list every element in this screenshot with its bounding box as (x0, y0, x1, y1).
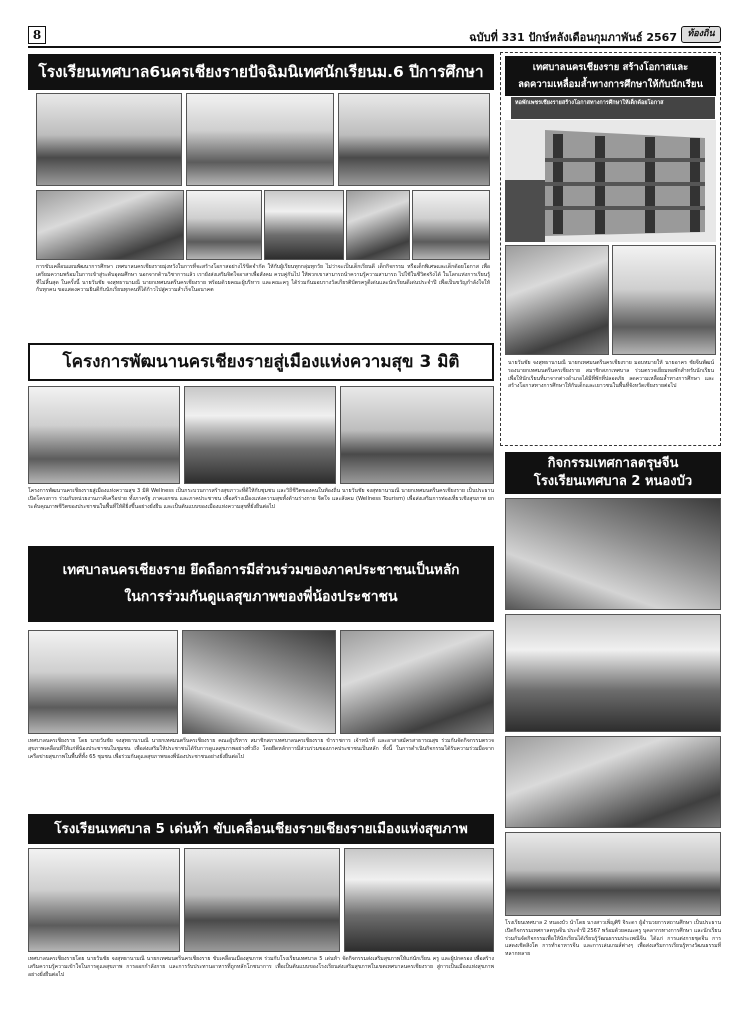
sec4-title: โรงเรียนเทศบาล 5 เด่นห้า ขับเคลื่อนเชียงรายเชียงรายเมืองแห่งสุขภาพ (54, 821, 468, 837)
sec1-title-bar (28, 54, 494, 90)
side2-title-bar (505, 452, 721, 494)
sec3-photo-3 (340, 630, 494, 734)
side1-title-line2: ลดความเหลื่อมล้ำทางการศึกษาให้กับนักเรียน (518, 79, 703, 90)
side2-title-line2: โรงเรียนเทศบาล 2 หนองบัว (533, 474, 693, 489)
sec4-body: เทศบาลนครเชียงรายโดย นายวันชัย จงสุทธานามณี นายกเทศมนตรีนครเชียงราย ขับเคลื่อนเมืองสุขภาพ ร่วมกับโรงเรียนเทศบาล 5 เด่นห้า จัดกิจกรรมส่งเสริมสุขภาพให้แก่นักเรียน ครู และผู้ปกครอง เพื่อสร้างเสริมความรู้ความเข้าใจในการดูแลสุขภาพ การออกกำลังกาย และการรับประทานอาหารที่ถูกหลักโภชนาการ เพื่อเป็นต้นแบบของโรงเรียนส่งเสริมสุขภาพในเขตเทศบาลนครเชียงราย สู่การเป็นเมืองแห่งสุขภาพอย่างยั่งยืนต่อไป (28, 956, 494, 978)
sec1-body: การขับเคลื่อนแผนพัฒนาการศึกษา เทศบาลนครเชียงรายมุ่งหวังในการที่จะสร้างโอกาสอย่างไร้ขีดจำกัด ให้กับผู้เรียนทุกกลุ่มทุกวัย ไม่ว่าจะเป็นเด็กเรียนดี เด็กกิจกรรม หรือเด็กพิเศษและเด็กด้อยโอกาส เพื่อเตรียมความพร้อมในการเข้าสู่ระดับอุดมศึกษา นอกจากด้านวิชาการแล้ว เรายังส่งเสริมจิตใจอาสาเพื่อสังคม ควบคู่กันไป ให้พวกเขาสามารถนำความรู้ความสามารถ ไปใช้ในชีวิตจริงได้ ในโลกแห่งการเรียนรู้ที่ไม่สิ้นสุด ในครั้งนี้ นายวันชัย จงสุทธานามณี นายกเทศมนตรีนครเชียงราย พร้อมด้วยคณะผู้บริหาร และคณะครู ได้ร่วมกันมอบรางวัลเกียรติบัตรครูดีเด่นและนักเรียนดีเด่นประจำปี เพื่อเป็นขวัญกำลังใจให้กับทุกคน ขอแสดงความยินดีกับนักเรียนทุกคนที่ได้ก้าวไปสู่ความสำเร็จในอนาคต (36, 264, 490, 294)
sec1-photo-3 (338, 93, 490, 186)
sec1-photo-4 (36, 190, 184, 260)
side2-body: โรงเรียนเทศบาล 2 หนองบัว นำโดย นางสาวเพ็ญศิริ จิระดา ผู้อำนวยการสถานศึกษา เป็นประธานเปิดกิจกรรมเทศกาลตรุษจีน ประจำปี 2567 พร้อมด้วยคณะครู บุคลากรทางการศึกษา และนักเรียน ร่วมกันจัดกิจกรรมเพื่อให้นักเรียนได้เรียนรู้วัฒนธรรมประเพณีจีน ได้แก่ การแต่งกายชุดจีน การแสดงเชิดสิงโต การทำอาหารจีน และการเล่นเกมส์ต่างๆ เพื่อส่งเสริมการเรียนรู้ทางวัฒนธรรมที่หลากหลาย (505, 920, 721, 958)
sec4-title-bar (28, 814, 494, 844)
side1-photo-2 (505, 245, 609, 355)
sec3-title-line1: เทศบาลนครเชียงราย ยึดถือการมีส่วนร่วมของภาคประชาชนเป็นหลัก (62, 562, 460, 578)
issue-info: ฉบับที่ 331 ปักษ์หลังเดือนกุมภาพันธ์ 2567 (469, 31, 677, 44)
masthead-logo: ท้องถิ่น (681, 26, 721, 43)
sec3-title-line2: ในการร่วมกันดูแลสุขภาพของพี่น้องประชาชน (124, 589, 398, 605)
sec1-photo-6 (264, 190, 344, 260)
sec3-title-bar (28, 546, 494, 622)
side1-floor-3 (545, 206, 705, 210)
sec2-title: โครงการพัฒนานครเชียงรายสู่เมืองแห่งความสุข 3 มิติ (62, 352, 460, 372)
side1-sign-text: หอพักเพชรเชียงรายสร้างโอกาสทางการศึกษาให้เด็กด้อยโอกาส (515, 100, 664, 106)
sec1-photo-1 (36, 93, 182, 186)
sec2-title-bar (28, 343, 494, 381)
side2-title-line1: กิจกรรมเทศกาลตรุษจีน (547, 456, 679, 471)
page-number: 8 (28, 26, 46, 44)
sec1-title: โรงเรียนเทศบาล6นครเชียงรายปัจฉิมนิเทศนักเรียนม.6 ปีการศึกษา (38, 63, 484, 81)
sec1-photo-5 (186, 190, 262, 260)
header-rule (28, 46, 721, 48)
sec3-body: เทศบาลนครเชียงราย โดย นายวันชัย จงสุทธานามณี นายกเทศมนตรีนครเชียงราย คณะผู้บริหาร สมาชิกสภาเทศบาลนครเชียงราย ข้าราชการ เจ้าหน้าที่ และอาสาสมัครสาธารณสุข ร่วมกันจัดกิจกรรมตรวจสุขภาพเคลื่อนที่ให้แก่พี่น้องประชาชนในชุมชน เพื่อส่งเสริมให้ประชาชนได้รับการดูแลสุขภาพอย่างทั่วถึง โดยยึดหลักการมีส่วนร่วมของภาคประชาชนเป็นหลัก ทั้งนี้ ในการดำเนินกิจกรรมได้รับความร่วมมือจากเครือข่ายสุขภาพในพื้นที่ทั้ง 65 ชุมชน เพื่อร่วมกันดูแลสุขภาพของพี่น้องประชาชนอย่างยั่งยืนต่อไป (28, 738, 494, 760)
sec1-photo-7 (346, 190, 410, 260)
sec2-body: โครงการพัฒนานครเชียงรายสู่เมืองแห่งความสุข 3 มิติ Wellness เป็นกระบวนการสร้างสุขภาวะที่ดีให้กับชุมชน และวิถีชีวิตของคนในท้องถิ่น นายวันชัย จงสุทธานามณี นายกเทศมนตรีนครเชียงราย เป็นประธานเปิดโครงการ ร่วมกับหน่วยงานภาคีเครือข่าย ทั้งภาครัฐ ภาคเอกชน และภาคประชาชน เพื่อสร้างเมืองแห่งความสุขทั้งด้านร่างกาย จิตใจ และสังคม (Wellness Tourism) เพื่อส่งเสริมการท่องเที่ยวเชิงสุขภาพ ยกระดับคุณภาพชีวิตของประชาชนในพื้นที่ให้ดียิ่งขึ้นอย่างยั่งยืน และเป็นต้นแบบของเมืองแห่งความสุขที่ยั่งยืนต่อไป (28, 488, 494, 510)
sec2-photo-3 (340, 386, 494, 484)
side1-body: นายวันชัย จงสุทธานามณี นายกเทศมนตรีนครเชียงราย มอบหมายให้ นายอาคร ชัยจีนพัฒน์ รองนายกเทศมนตรีนครเชียงราย สมาชิกสภาเทศบาล ร่วมตรวจเยี่ยมหอพักสำหรับนักเรียน เพื่อให้นักเรียนที่มาจากต่างอำเภอได้มีที่พักที่ปลอดภัย ลดความเหลื่อมล้ำทางการศึกษา และสร้างโอกาสทางการศึกษาให้กับเด็กและเยาวชนในพื้นที่จังหวัดเชียงรายต่อไป (508, 360, 714, 390)
sec1-photo-2 (186, 93, 334, 186)
side1-building-photo (505, 120, 716, 242)
side2-photo-3 (505, 736, 721, 828)
sec1-photo-8 (412, 190, 490, 260)
page-header (28, 26, 721, 46)
sec2-photo-2 (184, 386, 336, 484)
side1-title-bar (505, 56, 716, 96)
side1-tree (505, 180, 545, 242)
side1-floor-1 (545, 158, 705, 162)
sec4-photo-1 (28, 848, 180, 952)
sec2-photo-1 (28, 386, 180, 484)
side1-sign (511, 97, 715, 119)
sec3-photo-1 (28, 630, 178, 734)
side2-photo-2 (505, 614, 721, 732)
sec4-photo-2 (184, 848, 340, 952)
side2-photo-1 (505, 498, 721, 610)
side2-photo-4 (505, 832, 721, 916)
side1-photo-3 (612, 245, 716, 355)
sec3-photo-2 (182, 630, 336, 734)
side1-floor-2 (545, 182, 705, 186)
sec4-photo-3 (344, 848, 494, 952)
side1-title-line1: เทศบาลนครเชียงราย สร้างโอกาสและ (532, 62, 689, 73)
